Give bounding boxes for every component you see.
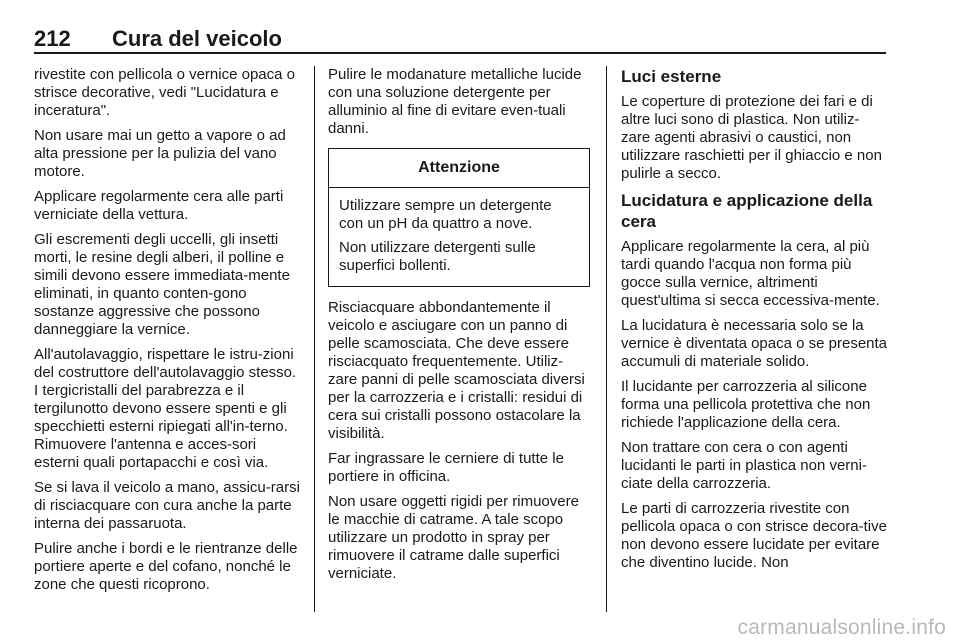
- paragraph: Applicare regolarmente cera alle parti verniciate della vettura.: [34, 188, 284, 223]
- section-heading: Lucidatura e applicazione della cera: [621, 191, 873, 231]
- paragraph: Non usare mai un getto a vapore o ad alta pressione per la pulizia del vano motore.: [34, 127, 286, 180]
- paragraph: Applicare regolarmente la cera, al più tardi quando l'acqua non forma più gocce sulla vernice, altrimenti quest'ultima si secca eccessiva-mente.: [621, 238, 880, 309]
- paragraph: Pulire anche i bordi e le rientranze delle portiere aperte e del cofano, nonché le zone che questi ricoprono.: [34, 540, 298, 593]
- attention-item: Non utilizzare detergenti sulle superfici bollenti.: [339, 239, 536, 274]
- column-divider: [606, 66, 607, 612]
- paragraph: Gli escrementi degli uccelli, gli insetti morti, le resine degli alberi, il polline e simili devono essere immediata-mente eliminati, in quanto conten-gono sostanze aggressive che possono danneggiare la vernice.: [34, 231, 290, 338]
- paragraph: Le parti di carrozzeria rivestite con pellicola opaca o con strisce decora-tive non devono essere lucidate per evitare che diventino lucide. Non: [621, 500, 887, 571]
- paragraph: Le coperture di protezione dei fari e di altre luci sono di plastica. Non utiliz-zare agenti abrasivi o caustici, non utilizzare raschietti per il ghiaccio e non pulirle a secco.: [621, 93, 882, 182]
- column-1: [34, 66, 300, 601]
- attention-box: [328, 148, 590, 287]
- paragraph: Pulire le modanature metalliche lucide con una soluzione detergente per alluminio al fine di evitare even-tuali danni.: [328, 66, 582, 137]
- column-3: [621, 66, 887, 579]
- paragraph: Non usare oggetti rigidi per rimuovere le macchie di catrame. A tale scopo utilizzare un prodotto in spray per rimuovere il catrame dalle superfici verniciate.: [328, 493, 579, 582]
- attention-title: Attenzione: [329, 149, 589, 188]
- paragraph: Risciacquare abbondantemente il veicolo e asciugare con un panno di pelle scamosciata. Che deve essere risciacquato frequentemente. Utiliz-zare panni di pelle scamosciata diversi per la carrozzeria e i cristalli: residui di cera sui cristalli possono ostacolare la visibilità.: [328, 299, 585, 442]
- section-heading: Luci esterne: [621, 67, 722, 86]
- page-number: 212: [34, 26, 71, 51]
- column-divider: [314, 66, 315, 612]
- paragraph: Far ingrassare le cerniere di tutte le portiere in officina.: [328, 450, 564, 485]
- paragraph: La lucidatura è necessaria solo se la vernice è diventata opaca o se presenta accumuli di materiale solido.: [621, 317, 888, 370]
- paragraph: Il lucidante per carrozzeria al silicone forma una pellicola protettiva che non richiede l'applicazione della cera.: [621, 378, 871, 431]
- page-header: [34, 26, 886, 52]
- paragraph: All'autolavaggio, rispettare le istru-zioni del costruttore dell'autolavaggio stesso. I tergicristalli del parabrezza e il tergilunotto devono essere spenti e gli specchietti esterni ripiegati all'in-terno. Rimuovere l'antenna e acces-sori esterni quali portapacchi e così via.: [34, 346, 297, 471]
- attention-body: [329, 188, 589, 286]
- paragraph: Se si lava il veicolo a mano, assicu-rarsi di risciacquare con cura anche la parte interna dei passaruota.: [34, 479, 300, 532]
- paragraph: rivestite con pellicola o vernice opaca o strisce decorative, vedi "Lucidatura e inceratura".: [34, 66, 295, 119]
- attention-item: Utilizzare sempre un detergente con un pH da quattro a nove.: [339, 197, 552, 232]
- header-rule: [34, 52, 886, 54]
- running-title: Cura del veicolo: [112, 26, 282, 51]
- paragraph: Non trattare con cera o con agenti lucidanti le parti in plastica non verni-ciate della carrozzeria.: [621, 439, 867, 492]
- column-2: [328, 66, 590, 590]
- watermark: carmanualsonline.info: [737, 616, 946, 639]
